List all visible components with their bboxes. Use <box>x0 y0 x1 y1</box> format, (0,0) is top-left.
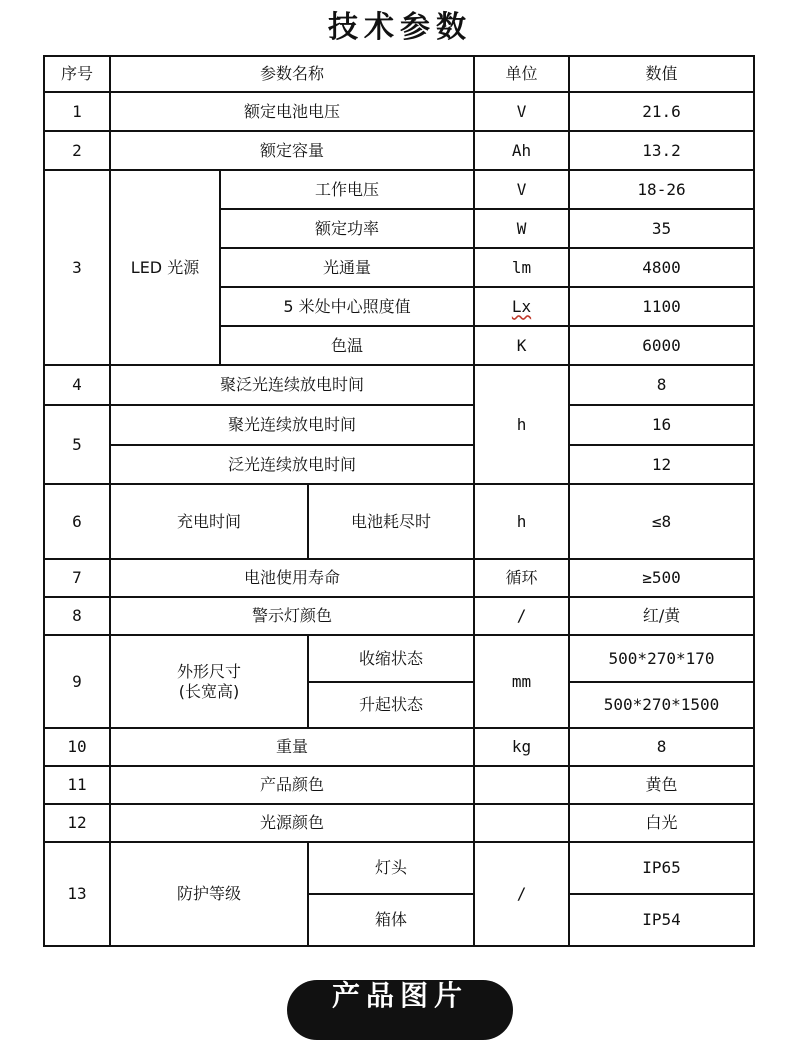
param-value: 黄色 <box>569 766 754 804</box>
table-row <box>44 728 754 766</box>
param-unit: Ah <box>474 131 569 170</box>
spec-table <box>43 55 755 947</box>
param-group-name: LED 光源 <box>110 170 220 365</box>
param-value: 红/黄 <box>569 597 754 635</box>
param-state: 收缩状态 <box>308 635 474 682</box>
param-unit: mm <box>474 635 569 728</box>
param-name: 额定电池电压 <box>110 92 474 131</box>
param-unit: 循环 <box>474 559 569 597</box>
param-value: 18-26 <box>569 170 754 209</box>
param-name: 重量 <box>110 728 474 766</box>
param-part: 灯头 <box>308 842 474 894</box>
param-sub-name: 色温 <box>220 326 474 365</box>
param-name: 泛光连续放电时间 <box>110 445 474 484</box>
param-name: 充电时间 <box>110 484 308 559</box>
table-row <box>44 804 754 842</box>
param-sub-name: 光通量 <box>220 248 474 287</box>
row-no: 8 <box>44 597 110 635</box>
row-no: 7 <box>44 559 110 597</box>
param-name: 额定容量 <box>110 131 474 170</box>
param-sub-name: 额定功率 <box>220 209 474 248</box>
param-value: 35 <box>569 209 754 248</box>
page-title: 技术参数 <box>328 10 472 45</box>
param-name: 聚泛光连续放电时间 <box>110 365 474 405</box>
header-value: 数值 <box>569 56 754 92</box>
table-row <box>44 131 754 170</box>
param-value: 500*270*1500 <box>569 682 754 728</box>
param-condition: 电池耗尽时 <box>308 484 474 559</box>
table-row <box>44 635 754 682</box>
table-row <box>44 766 754 804</box>
row-no: 11 <box>44 766 110 804</box>
row-no: 2 <box>44 131 110 170</box>
param-value: IP54 <box>569 894 754 946</box>
param-name-line1: 外形尺寸 <box>176 661 241 681</box>
param-value: 8 <box>569 728 754 766</box>
table-row <box>44 365 754 405</box>
param-value: 白光 <box>569 804 754 842</box>
row-no: 4 <box>44 365 110 405</box>
param-name-line2: (长宽高) <box>178 681 240 701</box>
param-value: 21.6 <box>569 92 754 131</box>
param-unit <box>474 804 569 842</box>
header-no: 序号 <box>44 56 110 92</box>
param-sub-name: 工作电压 <box>220 170 474 209</box>
param-value: 8 <box>569 365 754 405</box>
param-value: 500*270*170 <box>569 635 754 682</box>
param-value: 13.2 <box>569 131 754 170</box>
param-unit: / <box>474 597 569 635</box>
param-unit <box>474 287 569 326</box>
param-unit: V <box>474 170 569 209</box>
table-row <box>44 445 754 484</box>
param-name: 防护等级 <box>110 842 308 946</box>
row-no: 10 <box>44 728 110 766</box>
param-name: 产品颜色 <box>110 766 474 804</box>
row-no: 5 <box>44 405 110 484</box>
param-value: 16 <box>569 405 754 445</box>
param-value: ≥500 <box>569 559 754 597</box>
section-banner-label: 产品图片 <box>331 980 468 1012</box>
param-unit-text: Lx <box>511 296 532 316</box>
param-unit: W <box>474 209 569 248</box>
row-no: 12 <box>44 804 110 842</box>
param-value: 12 <box>569 445 754 484</box>
param-unit: h <box>474 365 569 484</box>
row-no: 13 <box>44 842 110 946</box>
table-row <box>44 92 754 131</box>
param-value: 4800 <box>569 248 754 287</box>
header-name: 参数名称 <box>110 56 474 92</box>
row-no: 3 <box>44 170 110 365</box>
param-unit: / <box>474 842 569 946</box>
header-unit: 单位 <box>474 56 569 92</box>
param-unit: K <box>474 326 569 365</box>
param-unit: V <box>474 92 569 131</box>
param-state: 升起状态 <box>308 682 474 728</box>
param-value: 1100 <box>569 287 754 326</box>
param-part: 箱体 <box>308 894 474 946</box>
param-name: 警示灯颜色 <box>110 597 474 635</box>
param-name: 电池使用寿命 <box>110 559 474 597</box>
param-unit: h <box>474 484 569 559</box>
section-banner <box>287 980 513 1040</box>
param-name <box>110 635 308 728</box>
param-name: 光源颜色 <box>110 804 474 842</box>
table-row <box>44 842 754 894</box>
param-value: ≤8 <box>569 484 754 559</box>
param-unit: lm <box>474 248 569 287</box>
table-row <box>44 597 754 635</box>
param-name: 聚光连续放电时间 <box>110 405 474 445</box>
param-unit <box>474 766 569 804</box>
table-row <box>44 559 754 597</box>
row-no: 9 <box>44 635 110 728</box>
param-sub-name: 5 米处中心照度值 <box>220 287 474 326</box>
table-header-row <box>44 56 754 92</box>
param-value: 6000 <box>569 326 754 365</box>
table-row <box>44 170 754 209</box>
param-value: IP65 <box>569 842 754 894</box>
row-no: 6 <box>44 484 110 559</box>
table-row <box>44 405 754 445</box>
table-row <box>44 484 754 559</box>
row-no: 1 <box>44 92 110 131</box>
param-unit: kg <box>474 728 569 766</box>
